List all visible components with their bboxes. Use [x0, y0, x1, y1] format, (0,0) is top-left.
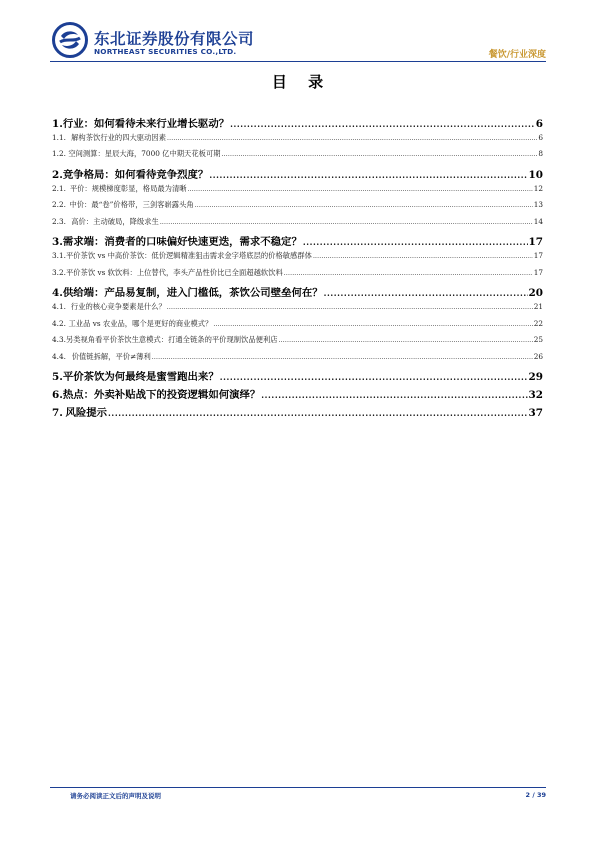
- toc-entry-number: 1.: [52, 118, 63, 130]
- toc-entry-number: 2.: [52, 168, 63, 181]
- toc-dot-leader: [279, 337, 533, 344]
- toc-entry-page: 13: [533, 200, 543, 210]
- toc-dot-leader: [152, 354, 533, 361]
- northeast-securities-logo-icon: [52, 22, 88, 58]
- toc-entry-number: 1.1.: [52, 132, 66, 142]
- company-name-cn: 东北证券股份有限公司: [94, 30, 255, 48]
- table-of-contents: [52, 115, 543, 421]
- toc-section-link[interactable]: [52, 386, 543, 404]
- toc-entry-title: 空间测算：星辰大海，7000 亿中期天花板可期: [68, 149, 221, 159]
- toc-entry-title: 平价茶饮为何最终是蜜雪跑出来？: [62, 371, 219, 384]
- toc-entry-number: 2.2.: [52, 200, 66, 210]
- toc-entry-title: 行业的核心竞争要素是什么？: [70, 301, 166, 311]
- page-title: 目 录: [271, 73, 332, 91]
- toc-dot-leader: [284, 270, 533, 277]
- toc-subsection-link[interactable]: [52, 184, 543, 201]
- toc-entry-number: 4.4.: [52, 351, 66, 361]
- toc-entry-number: 1.2.: [52, 149, 66, 159]
- toc-entry-title: 另类视角看平价茶饮生意模式：打通全链条的平价现制饮品便利店: [65, 335, 278, 345]
- toc-subsection-link[interactable]: [52, 200, 543, 217]
- toc-entry-number: 7.: [52, 406, 63, 419]
- toc-section-link[interactable]: [52, 404, 543, 422]
- footer-divider: [50, 787, 546, 788]
- toc-entry-page: 37: [528, 406, 543, 419]
- toc-entry-page: 21: [533, 301, 543, 311]
- toc-entry-number: 4.1.: [52, 301, 66, 311]
- toc-dot-leader: [324, 288, 528, 298]
- toc-subsection-link[interactable]: [52, 217, 543, 234]
- toc-section-link[interactable]: [52, 368, 543, 386]
- toc-entry-title: 价值链拆解，平价≠薄利: [71, 351, 151, 361]
- toc-entry-title: 平价茶饮 vs 软饮料：上位替代，李头产品性价比已全面超越软饮料: [65, 267, 283, 277]
- toc-entry-page: 22: [533, 318, 543, 328]
- toc-dot-leader: [261, 390, 527, 400]
- toc-dot-leader: [108, 408, 527, 418]
- toc-subsection-link[interactable]: [52, 251, 543, 268]
- toc-entry-page: 14: [533, 216, 543, 226]
- toc-entry-title: 竞争格局：如何看待竞争烈度？: [62, 168, 209, 181]
- toc-subsection-link[interactable]: [52, 149, 543, 166]
- toc-entry-title: 中价：最“卷”价格带，三剑客崭露头角: [69, 200, 194, 210]
- toc-entry-title: 高价：主动破局，降级求生: [71, 216, 159, 226]
- toc-dot-leader: [160, 219, 533, 226]
- toc-dot-leader: [222, 151, 538, 158]
- toc-subsection-link[interactable]: [52, 268, 543, 285]
- toc-dot-leader: [167, 304, 533, 311]
- toc-entry-title: 风险提示: [65, 406, 108, 419]
- toc-entry-title: 解构茶饮行业的四大驱动因素: [71, 132, 166, 142]
- company-name-en: NORTHEAST SECURITIES CO.,LTD.: [94, 47, 237, 56]
- toc-entry-number: 2.1.: [52, 183, 66, 193]
- toc-dot-leader: [230, 119, 535, 129]
- toc-entry-title: 平价：规模梯度彰显，格局最为清晰: [69, 183, 187, 193]
- toc-entry-page: 17: [533, 267, 543, 277]
- disclaimer-note: 请务必阅读正文后的声明及说明: [70, 792, 161, 800]
- toc-entry-page: 10: [528, 168, 543, 181]
- toc-entry-page: 17: [533, 251, 543, 261]
- report-type-label: 餐饮/行业深度: [488, 50, 546, 60]
- toc-entry-title: 行业：如何看待未来行业增长驱动？: [62, 118, 230, 130]
- toc-entry-number: 6.: [52, 388, 63, 401]
- toc-dot-leader: [213, 321, 532, 328]
- toc-dot-leader: [303, 237, 528, 247]
- toc-entry-page: 12: [533, 183, 543, 193]
- toc-dot-leader: [188, 186, 533, 193]
- toc-section-link[interactable]: [52, 166, 543, 184]
- header-divider: [50, 61, 546, 62]
- toc-section-link[interactable]: [52, 284, 543, 302]
- toc-subsection-link[interactable]: [52, 352, 543, 369]
- toc-dot-leader: [313, 253, 533, 260]
- toc-entry-page: 20: [528, 287, 543, 300]
- toc-entry-number: 4.: [52, 287, 63, 300]
- toc-entry-title: 平价茶饮 vs 中高价茶饮：低价逻辑精准狙击需求金字塔底层的价格敏感群体: [65, 251, 312, 261]
- toc-entry-number: 3.: [52, 236, 63, 249]
- toc-entry-number: 4.2.: [52, 318, 66, 328]
- toc-subsection-link[interactable]: [52, 335, 543, 352]
- toc-entry-page: 17: [528, 236, 543, 249]
- toc-subsection-link[interactable]: [52, 319, 543, 336]
- toc-entry-number: 3.1.: [52, 251, 66, 261]
- page-number: 2 / 39: [525, 791, 546, 799]
- toc-dot-leader: [220, 372, 528, 382]
- toc-entry-page: 6: [538, 132, 543, 142]
- toc-entry-number: 5.: [52, 371, 63, 384]
- toc-entry-title: 工业品 vs 农业品，哪个是更好的商业模式？: [68, 318, 213, 328]
- toc-entry-page: 29: [528, 371, 543, 384]
- toc-dot-leader: [167, 135, 537, 142]
- toc-section-link[interactable]: [52, 115, 543, 133]
- toc-entry-page: 6: [535, 118, 543, 130]
- toc-entry-title: 需求端：消费者的口味偏好快速更迭，需求不稳定？: [62, 236, 302, 249]
- toc-entry-title: 热点：外卖补贴战下的投资逻辑如何演绎？: [62, 388, 261, 401]
- toc-subsection-link[interactable]: [52, 133, 543, 150]
- toc-entry-number: 4.3.: [52, 335, 66, 345]
- toc-entry-title: 供给端：产品易复制，进入门槛低，茶饮公司壁垒何在？: [62, 287, 323, 300]
- toc-dot-leader: [195, 202, 533, 209]
- toc-entry-page: 26: [533, 351, 543, 361]
- toc-entry-number: 2.3.: [52, 216, 66, 226]
- toc-subsection-link[interactable]: [52, 302, 543, 319]
- toc-dot-leader: [209, 170, 527, 180]
- toc-entry-number: 3.2.: [52, 267, 66, 277]
- toc-entry-page: 25: [533, 335, 543, 345]
- toc-section-link[interactable]: [52, 233, 543, 251]
- toc-entry-page: 8: [538, 149, 543, 159]
- toc-entry-page: 32: [528, 388, 543, 401]
